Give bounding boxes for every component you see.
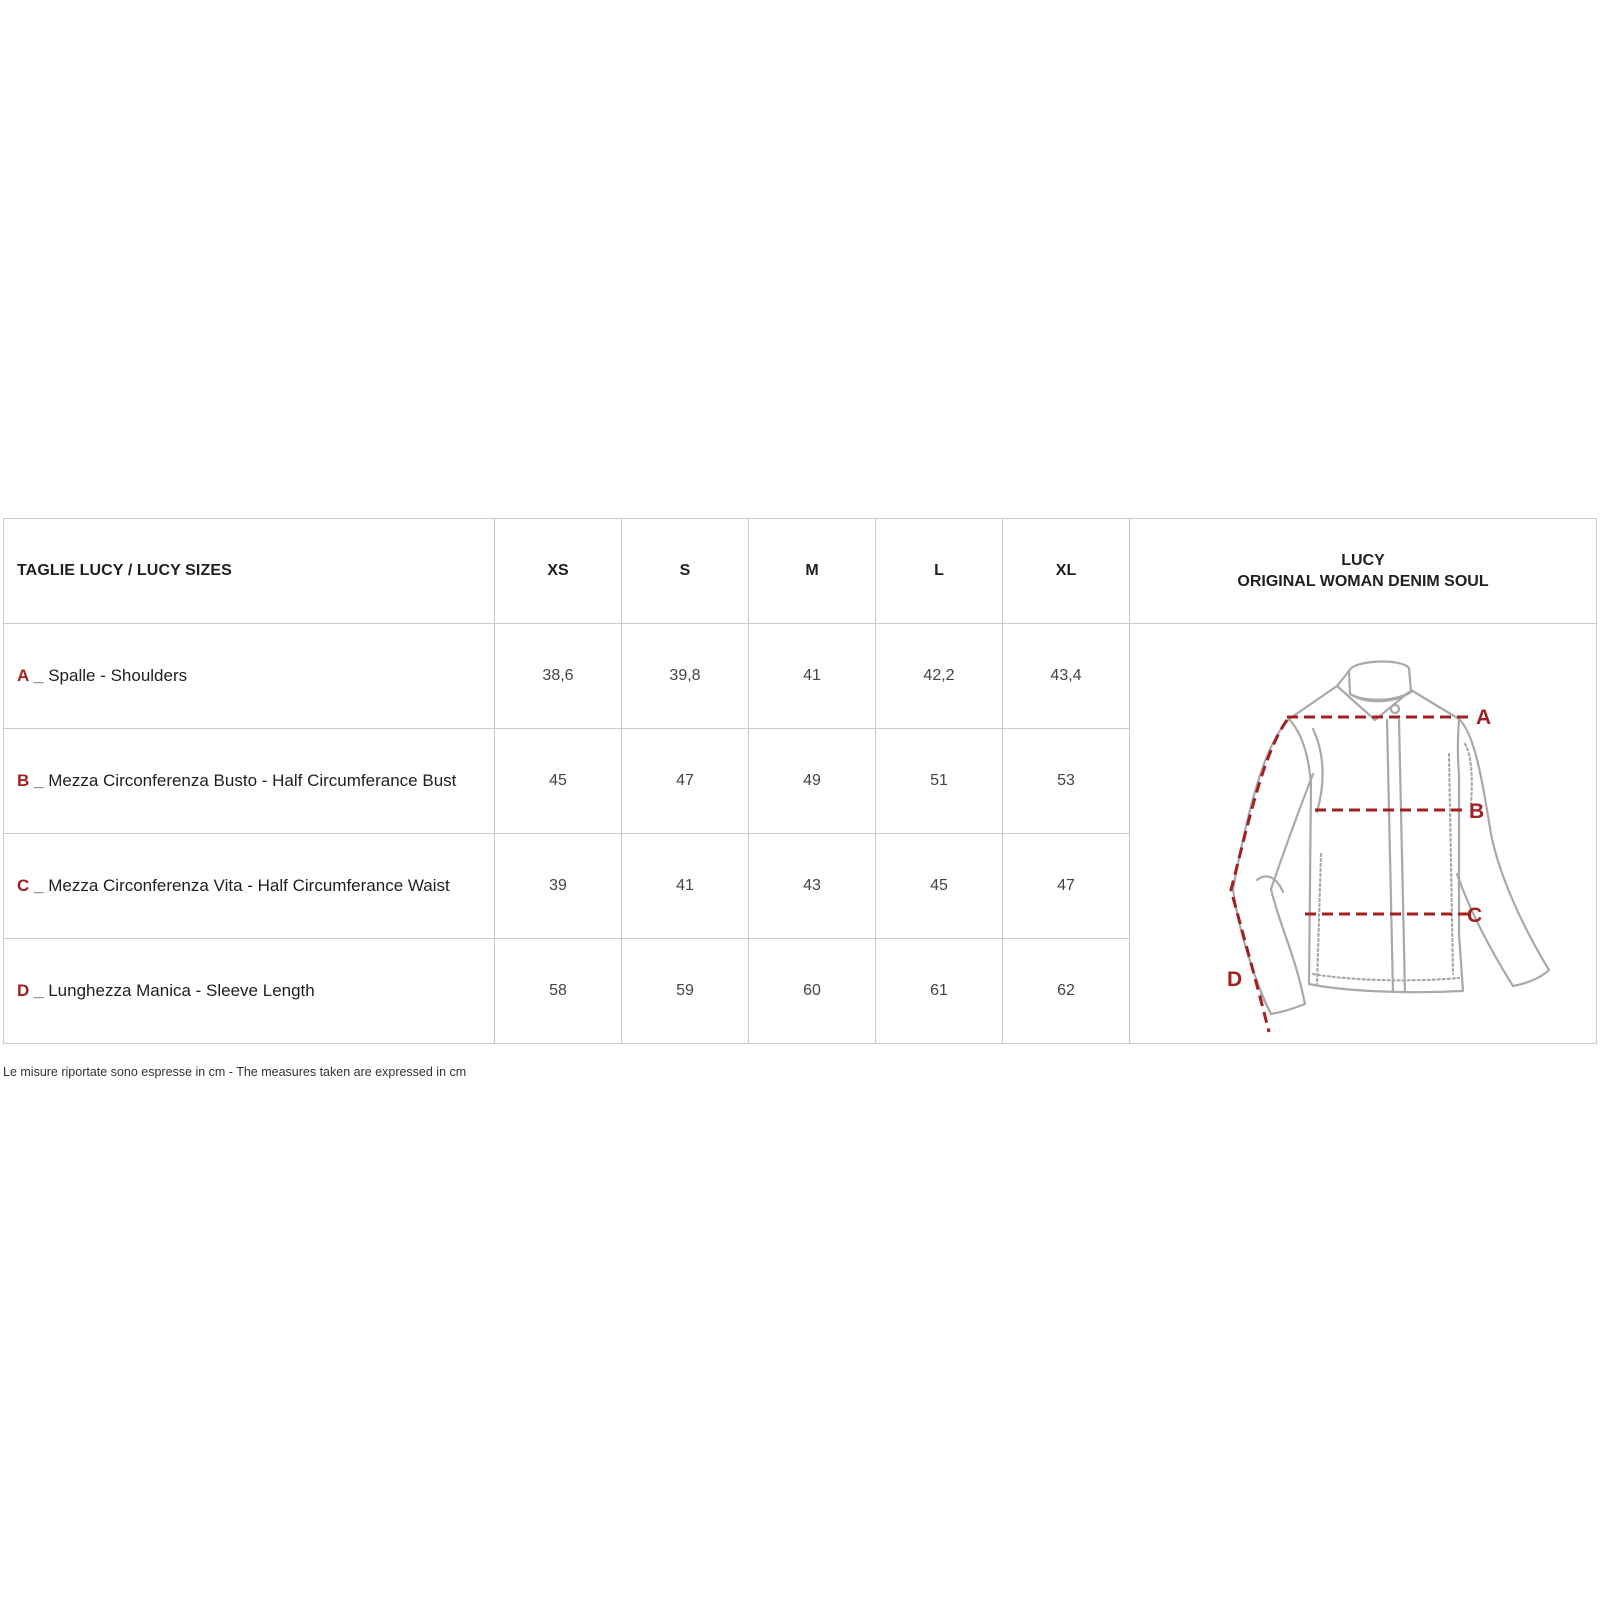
table-cell: 39,8 <box>622 624 749 729</box>
table-cell: 41 <box>749 624 876 729</box>
product-line: ORIGINAL WOMAN DENIM SOUL <box>1237 573 1489 590</box>
table-cell: 45 <box>876 834 1003 939</box>
footnote: Le misure riportate sono espresse in cm - The measures taken are expressed in cm <box>3 1065 467 1079</box>
size-header-xs: XS <box>495 519 622 624</box>
table-row <box>4 624 1597 729</box>
table-cell: 47 <box>1003 834 1130 939</box>
marker-b: B <box>1469 799 1485 823</box>
product-name: LUCY <box>1341 552 1385 569</box>
table-cell: 39 <box>495 834 622 939</box>
size-header-s: S <box>622 519 749 624</box>
row-label-sleeve <box>4 939 495 1044</box>
header-row <box>4 519 1597 624</box>
table-cell: 43,4 <box>1003 624 1130 729</box>
table-cell: 43 <box>749 834 876 939</box>
row-separator: _ <box>34 666 44 685</box>
table-cell: 47 <box>622 729 749 834</box>
table-cell: 49 <box>749 729 876 834</box>
row-separator: _ <box>34 981 44 1000</box>
row-separator: _ <box>34 876 44 895</box>
table-cell: 42,2 <box>876 624 1003 729</box>
row-label-waist <box>4 834 495 939</box>
row-label-shoulders <box>4 624 495 729</box>
size-header-m: M <box>749 519 876 624</box>
row-separator: _ <box>34 771 44 790</box>
row-label-bust <box>4 729 495 834</box>
row-letter: B <box>17 771 30 790</box>
row-letter: C <box>17 876 30 895</box>
marker-d: D <box>1227 967 1243 991</box>
table-cell: 60 <box>749 939 876 1044</box>
table-cell: 53 <box>1003 729 1130 834</box>
jacket-outline <box>1233 661 1549 1013</box>
row-label-text: Spalle - Shoulders <box>48 666 188 685</box>
table-cell: 59 <box>622 939 749 1044</box>
measurement-lines <box>1231 717 1471 1032</box>
row-label-text: Mezza Circonferenza Vita - Half Circumferance Waist <box>48 876 450 895</box>
table-cell: 38,6 <box>495 624 622 729</box>
size-header-xl: XL <box>1003 519 1130 624</box>
table-cell: 45 <box>495 729 622 834</box>
size-chart-table <box>3 518 1597 1044</box>
jacket-diagram-cell <box>1130 624 1597 1044</box>
marker-c: C <box>1467 903 1483 927</box>
table-cell: 58 <box>495 939 622 1044</box>
row-letter: A <box>17 666 30 685</box>
row-letter: D <box>17 981 30 1000</box>
table-title: TAGLIE LUCY / LUCY SIZES <box>4 519 495 624</box>
table-cell: 61 <box>876 939 1003 1044</box>
row-label-text: Mezza Circonferenza Busto - Half Circumferance Bust <box>48 771 457 790</box>
table-cell: 62 <box>1003 939 1130 1044</box>
jacket-diagram <box>1153 634 1573 1034</box>
table-cell: 41 <box>622 834 749 939</box>
row-label-text: Lunghezza Manica - Sleeve Length <box>48 981 315 1000</box>
marker-a: A <box>1476 705 1492 729</box>
size-header-l: L <box>876 519 1003 624</box>
table-cell: 51 <box>876 729 1003 834</box>
product-header <box>1130 519 1597 624</box>
